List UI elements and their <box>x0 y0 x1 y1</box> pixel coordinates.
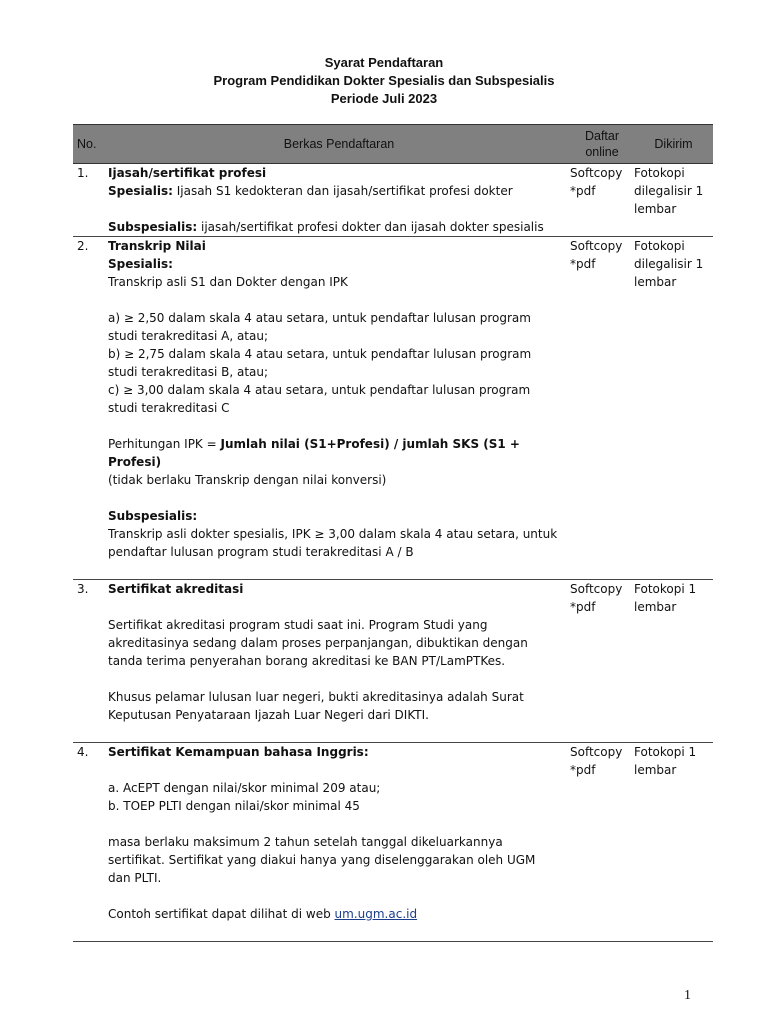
validity-line2: sertifikat. Sertifikat yang diakui hanya yang diselenggarakan oleh UGM <box>108 853 536 867</box>
daftar-line: *pdf <box>570 600 596 614</box>
perhitungan-note: (tidak berlaku Transkrip dengan nilai konversi) <box>108 473 387 487</box>
daftar-line: *pdf <box>570 763 596 777</box>
header-dikirim: Dikirim <box>634 125 713 164</box>
row-title: Sertifikat akreditasi <box>108 582 244 596</box>
row-content <box>108 580 570 743</box>
row-content <box>108 743 570 942</box>
title-line-2: Program Pendidikan Dokter Spesialis dan Subspesialis <box>213 73 555 88</box>
requirements-table <box>73 124 713 942</box>
daftar-online-cell <box>570 743 634 942</box>
spesialis-text: Ijasah S1 kedokteran dan ijasah/sertifikat profesi dokter <box>172 184 513 198</box>
dikirim-line: dilegalisir 1 <box>634 184 704 198</box>
spesialis-label: Spesialis: <box>108 257 173 271</box>
subspesialis-line <box>108 218 570 236</box>
criteria-c-line1: c) ≥ 3,00 dalam skala 4 atau setara, untuk pendaftar lulusan program <box>108 383 531 397</box>
paragraph-1-line2: akreditasinya sedang dalam proses perpanjangan, dibuktikan dengan <box>108 636 528 650</box>
dikirim-line: lembar <box>634 763 677 777</box>
dikirim-cell <box>634 237 713 580</box>
row-title: Transkrip Nilai <box>108 239 206 253</box>
dikirim-cell <box>634 580 713 743</box>
paragraph-1-line3: tanda terima penyerahan borang akreditasi ke BAN PT/LamPTKes. <box>108 654 506 668</box>
title-line-3: Periode Juli 2023 <box>330 91 438 106</box>
row-content <box>108 237 570 580</box>
option-a: a. AcEPT dengan nilai/skor minimal 209 atau; <box>108 781 381 795</box>
header-daftar-line2: online <box>585 145 619 159</box>
paragraph-2-line2: Keputusan Penyataraan Ijazah Luar Negeri dari DIKTI. <box>108 708 429 722</box>
criteria-b-line2: studi terakreditasi B, atau; <box>108 365 269 379</box>
header-no: No. <box>73 125 108 164</box>
dikirim-cell <box>634 743 713 942</box>
daftar-line: Softcopy <box>570 582 623 596</box>
page-number: 1 <box>684 988 691 1003</box>
document-title <box>0 54 768 108</box>
contoh-text: Contoh sertifikat dapat dilihat di web <box>108 907 335 921</box>
daftar-line: *pdf <box>570 184 596 198</box>
dikirim-line: Fotokopi 1 <box>634 582 697 596</box>
criteria-c-line2: studi terakreditasi C <box>108 401 230 415</box>
daftar-line: Softcopy <box>570 239 623 253</box>
daftar-line: Softcopy <box>570 745 623 759</box>
dikirim-line: lembar <box>634 275 677 289</box>
dikirim-line: Fotokopi <box>634 239 685 253</box>
dikirim-line: lembar <box>634 202 677 216</box>
header-berkas: Berkas Pendaftaran <box>108 125 570 164</box>
criteria-a-line2: studi terakreditasi A, atau; <box>108 329 269 343</box>
row-title: Sertifikat Kemampuan bahasa Inggris: <box>108 745 369 759</box>
daftar-line: *pdf <box>570 257 596 271</box>
spesialis-line <box>108 182 570 200</box>
row-title: Ijasah/sertifikat profesi <box>108 166 267 180</box>
contoh-line <box>108 905 570 923</box>
daftar-online-cell <box>570 237 634 580</box>
paragraph-2-line1: Khusus pelamar lulusan luar negeri, bukti akreditasinya adalah Surat <box>108 690 524 704</box>
perhitungan-label: Perhitungan IPK = <box>108 437 221 451</box>
table-header <box>73 125 713 164</box>
table-row <box>73 237 713 580</box>
criteria-b-line1: b) ≥ 2,75 dalam skala 4 atau setara, untuk pendaftar lulusan program <box>108 347 532 361</box>
website-link[interactable]: um.ugm.ac.id <box>334 907 418 921</box>
perhitungan-formula: Jumlah nilai (S1+Profesi) / jumlah SKS (S1 + Profesi) <box>108 437 520 469</box>
dikirim-line: Fotokopi <box>634 166 685 180</box>
dikirim-line: dilegalisir 1 <box>634 257 704 271</box>
header-daftar-online <box>570 125 634 164</box>
daftar-online-cell <box>570 164 634 237</box>
title-line-1: Syarat Pendaftaran <box>324 55 444 70</box>
dikirim-cell <box>634 164 713 237</box>
subspesialis-label: Subspesialis: <box>108 220 198 234</box>
perhitungan-line <box>108 435 570 471</box>
validity-line1: masa berlaku maksimum 2 tahun setelah tanggal dikeluarkannya <box>108 835 503 849</box>
row-number: 2. <box>73 237 108 580</box>
option-b: b. TOEP PLTI dengan nilai/skor minimal 45 <box>108 799 360 813</box>
subspesialis-line2: pendaftar lulusan program studi terakreditasi A / B <box>108 545 414 559</box>
table-row <box>73 743 713 942</box>
ipk-line: Transkrip asli S1 dan Dokter dengan IPK <box>108 275 348 289</box>
header-daftar-line1: Daftar <box>584 129 620 143</box>
daftar-online-cell <box>570 580 634 743</box>
dikirim-line: Fotokopi 1 <box>634 745 697 759</box>
table-row <box>73 164 713 237</box>
criteria-a-line1: a) ≥ 2,50 dalam skala 4 atau setara, untuk pendaftar lulusan program <box>108 311 531 325</box>
row-number: 4. <box>73 743 108 942</box>
dikirim-line: lembar <box>634 600 677 614</box>
subspesialis-text: ijasah/sertifikat profesi dokter dan ijasah dokter spesialis <box>197 220 544 234</box>
subspesialis-label: Subspesialis: <box>108 509 198 523</box>
row-content <box>108 164 570 237</box>
table-row <box>73 580 713 743</box>
paragraph-1-line1: Sertifikat akreditasi program studi saat ini. Program Studi yang <box>108 618 488 632</box>
daftar-line: Softcopy <box>570 166 623 180</box>
row-number: 3. <box>73 580 108 743</box>
validity-line3: dan PLTI. <box>108 871 162 885</box>
subspesialis-line1: Transkrip asli dokter spesialis, IPK ≥ 3,00 dalam skala 4 atau setara, untuk <box>108 527 558 541</box>
spesialis-label: Spesialis: <box>108 184 173 198</box>
row-number: 1. <box>73 164 108 237</box>
